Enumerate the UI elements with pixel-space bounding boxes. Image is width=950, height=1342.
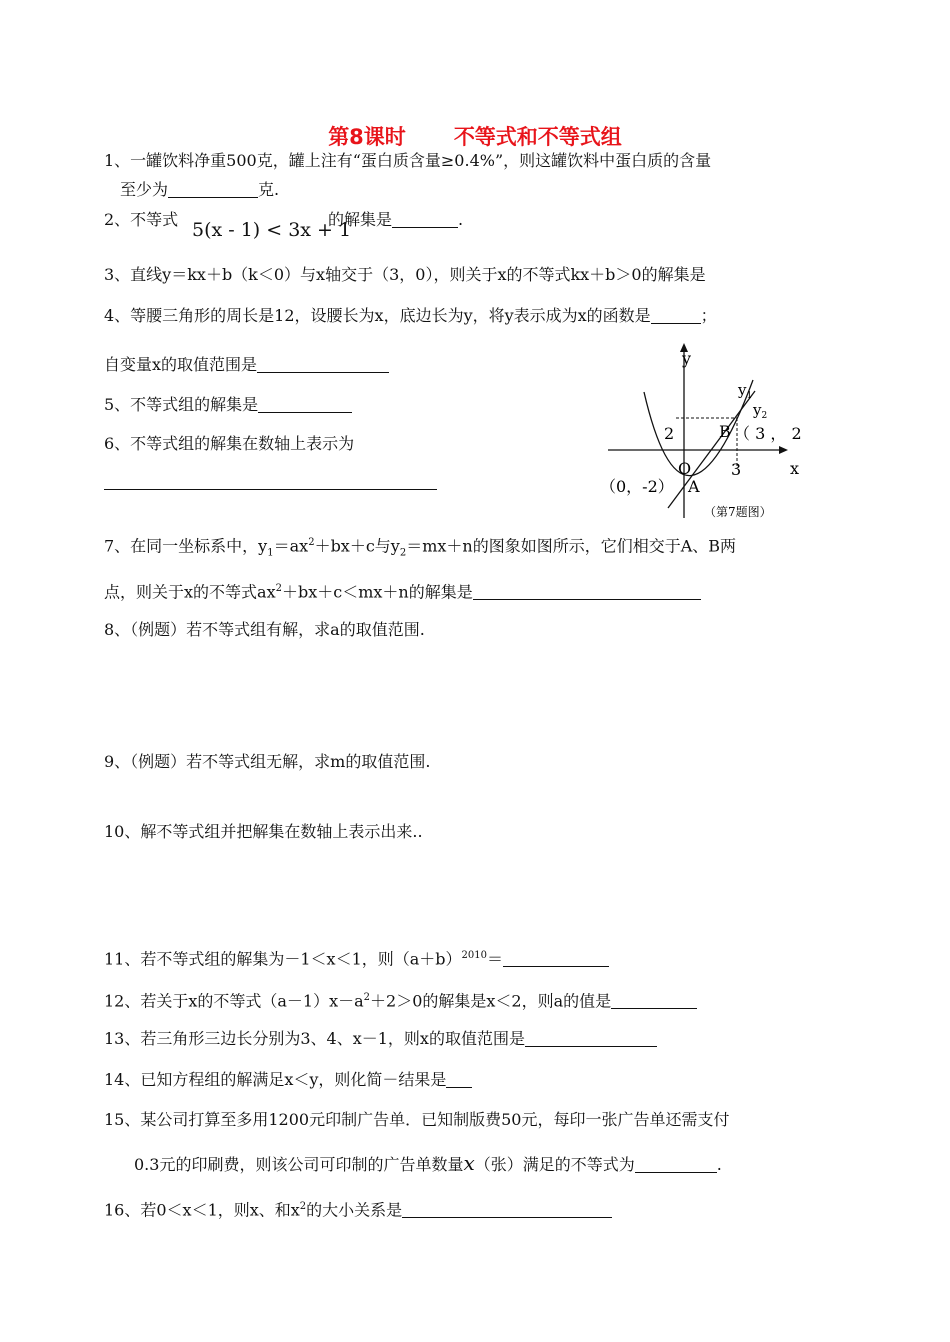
question-2-tail: 的解集是 . bbox=[328, 210, 464, 229]
answer-line-6 bbox=[104, 472, 437, 492]
question-1-cont: 至少为 克. bbox=[120, 180, 280, 199]
question-12: 12、若关于x的不等式$(a-1)x-a^2+2>0$的解集是x＜2，则a的值是 bbox=[104, 988, 697, 1011]
question-15: 15、某公司打算至多用1200元印制广告单．已知制版费50元，每印一张广告单还需支付 bbox=[104, 1110, 730, 1129]
question-3: 3、直线y＝kx＋b（k＜0）与x轴交于（3，0），则关于x的不等式kx＋b＞0的解集是 bbox=[104, 265, 706, 284]
figure-caption: （第7题图） bbox=[704, 505, 772, 519]
question-2: 2、不等式 bbox=[104, 210, 179, 229]
figure-q7 bbox=[600, 340, 840, 530]
question-2-math: 5(x - 1) < 3x + 1 bbox=[192, 219, 352, 241]
question-16: 16、若0＜x＜1，则x、和$x^2$的大小关系是 bbox=[104, 1197, 612, 1220]
x-axis-label: x bbox=[790, 459, 800, 478]
page-title: 第8课时 不等式和不等式组 bbox=[328, 125, 622, 149]
question-7: 7、在同一坐标系中，$y_1=ax^2+bx+c$与$y_2=mx+n$的图象如图所示，它们相交于A、B两 bbox=[104, 536, 737, 559]
label-A-coord: （0，-2） bbox=[600, 477, 674, 496]
label-B-coord: （ 3 ， 2 bbox=[734, 424, 802, 443]
question-14: 14、已知方程组的解满足x＜y，则化简－结果是 bbox=[104, 1070, 472, 1090]
y1-label: $y_1$ bbox=[738, 381, 753, 401]
y-axis-label: y bbox=[682, 349, 692, 368]
question-9: 9、（例题）若不等式组无解，求m的取值范围. bbox=[104, 752, 431, 771]
label-O: O bbox=[678, 459, 692, 478]
label-B: B bbox=[719, 422, 731, 441]
question-8: 8、（例题）若不等式组有解，求a的取值范围. bbox=[104, 620, 425, 639]
x-axis-arrow bbox=[779, 446, 788, 454]
label-3: 3 bbox=[731, 460, 742, 479]
question-4: 4、等腰三角形的周长是12，设腰长为x，底边长为y，将y表示成为x的函数是 ； bbox=[104, 306, 717, 325]
y2-label: $y_2$ bbox=[753, 401, 768, 421]
question-6: 6、不等式组的解集在数轴上表示为 bbox=[104, 434, 355, 453]
question-4-cont: 自变量x的取值范围是 bbox=[104, 355, 389, 375]
question-15-cont: 0.3元的印刷费，则该公司可印制的广告单数量x（张）满足的不等式为 . bbox=[134, 1151, 722, 1175]
question-1: 1、一罐饮料净重500克，罐上注有“蛋白质含量≥0.4%”，则这罐饮料中蛋白质的含量 bbox=[104, 151, 712, 170]
question-13: 13、若三角形三边长分别为3、4、x－1，则x的取值范围是 bbox=[104, 1029, 657, 1049]
question-11: 11、若不等式组的解集为－1＜x＜1，则$(a+b)^{2010}=$ bbox=[104, 946, 609, 969]
label-A: A bbox=[688, 477, 700, 496]
question-10: 10、解不等式组并把解集在数轴上表示出来.. bbox=[104, 822, 423, 841]
question-5: 5、不等式组的解集是 bbox=[104, 395, 352, 415]
label-2: 2 bbox=[664, 424, 675, 443]
question-7-cont: 点，则关于x的不等式$ax^2+bx+c<mx+n$的解集是 bbox=[104, 579, 701, 602]
